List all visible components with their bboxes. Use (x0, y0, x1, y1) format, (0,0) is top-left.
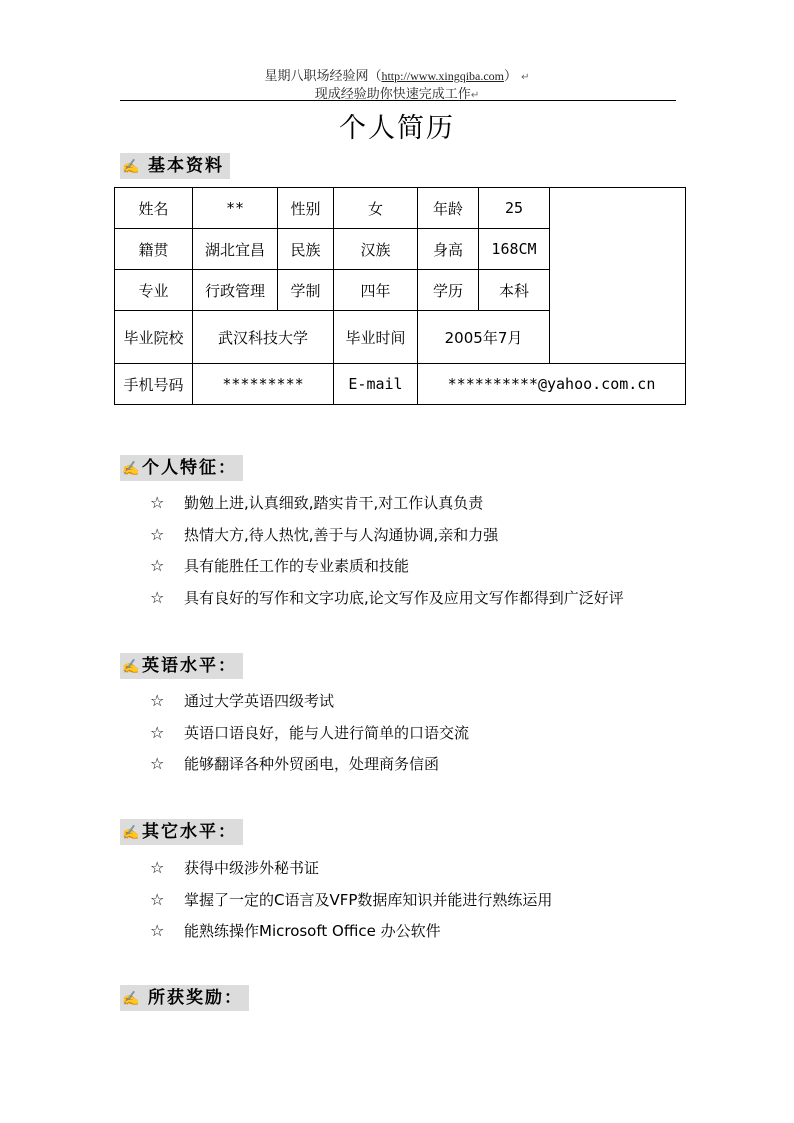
list-item: ☆ 具有良好的写作和文字功底,论文写作及应用文写作都得到广泛好评 (150, 582, 624, 614)
star-icon: ☆ (150, 493, 165, 512)
star-icon: ☆ (150, 556, 165, 575)
section-title: 其它水平： (142, 822, 237, 842)
list-item: ☆ 获得中级涉外秘书证 (150, 852, 552, 884)
star-icon: ☆ (150, 754, 165, 773)
gender-value: 女 (334, 188, 418, 229)
list-item: ☆ 具有能胜任工作的专业素质和技能 (150, 550, 624, 582)
degree-value: 本科 (479, 270, 550, 311)
star-icon: ☆ (150, 921, 165, 940)
list-item: ☆ 能熟练操作Microsoft Office 办公软件 (150, 915, 552, 947)
section-english-heading (120, 653, 243, 679)
height-label: 身高 (418, 229, 479, 270)
age-label: 年龄 (418, 188, 479, 229)
pen-icon: ✍ (122, 461, 140, 477)
grad-time-label: 毕业时间 (334, 311, 418, 364)
photo-cell (550, 188, 686, 364)
degree-label: 学历 (418, 270, 479, 311)
star-icon: ☆ (150, 587, 165, 607)
section-title: 个人特征： (142, 458, 237, 478)
school-label: 毕业院校 (115, 311, 193, 364)
list-item: ☆ 英语口语良好，能与人进行简单的口语交流 (150, 717, 469, 749)
traits-list (150, 487, 624, 613)
list-item: ☆ 掌握了一定的C语言及VFP数据库知识并能进行熟练运用 (150, 884, 552, 916)
ethnicity-value: 汉族 (334, 229, 418, 270)
page-title: 个人简历 (339, 113, 455, 144)
pen-icon: ✍ (122, 991, 140, 1007)
star-icon: ☆ (150, 722, 165, 742)
slogan: 现成经验助你快速完成工作 (314, 87, 471, 102)
gender-label: 性别 (278, 188, 334, 229)
height-value: 168CM (479, 229, 550, 270)
duration-value: 四年 (334, 270, 418, 311)
email-label: E-mail (334, 364, 418, 405)
phone-label: 手机号码 (115, 364, 193, 405)
star-icon: ☆ (150, 691, 165, 710)
other-skills-list (150, 852, 552, 947)
ethnicity-label: 民族 (278, 229, 334, 270)
pen-icon: ✍ (122, 659, 140, 675)
section-basic-info-heading (120, 153, 230, 179)
major-label: 专业 (115, 270, 193, 311)
email-value: **********@yahoo.com.cn (418, 364, 686, 405)
pen-icon: ✍ (122, 159, 140, 175)
url-close-paren: ） (504, 69, 518, 84)
section-other-heading (120, 819, 243, 845)
header-divider (120, 100, 676, 101)
list-item: ☆ 勤勉上进,认真细致,踏实肯干,对工作认真负责 (150, 487, 624, 519)
name-label: 姓名 (115, 188, 193, 229)
return-mark-icon: ↵ (470, 90, 480, 101)
basic-info-table (114, 187, 686, 405)
site-url[interactable]: http://www.xingqiba.com (381, 69, 505, 83)
section-title: 英语水平： (142, 656, 237, 676)
major-value: 行政管理 (193, 270, 278, 311)
page-header-site (0, 65, 794, 84)
section-awards-heading (120, 985, 249, 1011)
duration-label: 学制 (278, 270, 334, 311)
pen-icon: ✍ (122, 825, 140, 841)
origin-label: 籍贯 (115, 229, 193, 270)
return-mark-icon: ↵ (521, 72, 530, 83)
grad-time-value: 2005年7月 (418, 311, 550, 364)
name-value: ** (193, 188, 278, 229)
age-value: 25 (479, 188, 550, 229)
list-item: ☆ 能够翻译各种外贸函电，处理商务信函 (150, 748, 469, 780)
phone-value: ********* (193, 364, 334, 405)
url-open-paren: （ (368, 69, 382, 84)
section-title: 基本资料 (148, 156, 224, 176)
origin-value: 湖北宜昌 (193, 229, 278, 270)
section-traits-heading (120, 455, 243, 481)
section-title: 所获奖励： (148, 988, 243, 1008)
star-icon: ☆ (150, 858, 165, 877)
school-value: 武汉科技大学 (193, 311, 334, 364)
star-icon: ☆ (150, 889, 165, 909)
star-icon: ☆ (150, 524, 165, 544)
list-item: ☆ 热情大方,待人热忱,善于与人沟通协调,亲和力强 (150, 519, 624, 551)
site-name: 星期八职场经验网 (264, 69, 369, 84)
list-item: ☆ 通过大学英语四级考试 (150, 685, 469, 717)
english-list (150, 685, 469, 780)
